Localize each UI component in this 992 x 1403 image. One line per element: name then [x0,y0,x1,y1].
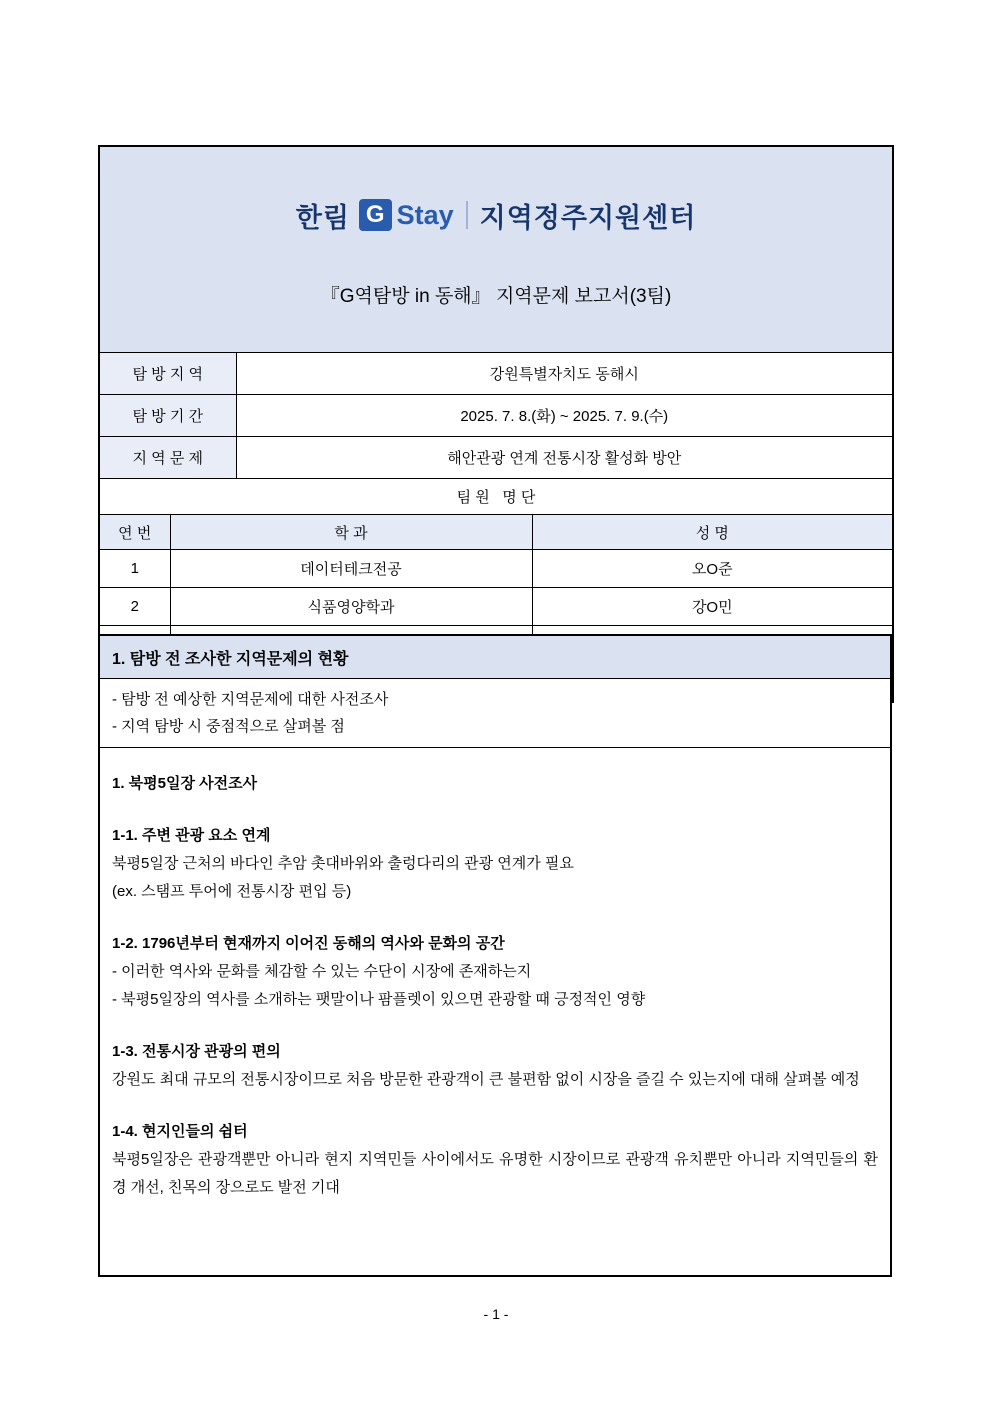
document-header-row [99,146,893,353]
team-member-dept: 데이터테크전공 [170,550,532,588]
page-number: - 1 - [483,1306,509,1322]
section-bullet: - 지역 탐방 시 중점적으로 살펴볼 점 [112,718,345,735]
subsection-1-2 [112,930,878,1014]
logo-stay-text: Stay [396,199,454,230]
content-heading: 1. 북평5일장 사전조사 [112,775,258,792]
info-label-problem: 지 역 문 제 [99,437,236,479]
team-title-row [99,479,893,515]
subsection-line: 북평5일장 근처의 바다인 추암 촛대바위와 출렁다리의 관광 연계가 필요 [112,855,574,872]
team-member-no: 1 [99,550,170,588]
info-row-period [99,395,893,437]
team-member-name: 강O민 [532,588,893,626]
org-logo [100,195,892,235]
section-bullet: - 탐방 전 예상한 지역문제에 대한 사전조사 [112,691,389,708]
logo-center-name-text: 지역정주지원센터 [479,202,697,233]
subsection-paragraph: 강원도 최대 규모의 전통시장이므로 처음 방문한 관광객이 큰 불편함 없이 시장을 즐길 수 있는지에 대해 살펴볼 예정 [112,1071,860,1088]
subsection-title: 1-1. 주변 관광 요소 연계 [112,827,271,844]
subsection-title: 1-4. 현지인들의 쉼터 [112,1123,248,1140]
team-member-name: 오O준 [532,550,893,588]
info-label-region: 탐 방 지 역 [99,353,236,395]
section-title: 1. 탐방 전 조사한 지역문제의 현황 [100,636,890,679]
logo-g-badge-icon: G [359,199,392,231]
info-value-problem: 해안관광 연계 전통시장 활성화 방안 [236,437,893,479]
info-value-region: 강원특별자치도 동해시 [236,353,893,395]
document-header-cell [99,146,893,353]
team-member-dept: 식품영양학과 [170,588,532,626]
team-row [99,550,893,588]
info-row-problem [99,437,893,479]
section-content [100,748,890,1202]
subsection-1-1 [112,822,878,906]
subsection-paragraph: 북평5일장은 관광객뿐만 아니라 현지 지역민들 사이에서도 유명한 시장이므로 관광객 유치뿐만 아니라 지역민들의 환경 개선, 친목의 장으로도 발전 기대 [112,1151,878,1196]
report-info-table [98,145,894,703]
subsection-1-3 [112,1038,878,1094]
team-header-name: 성 명 [532,515,893,550]
team-row [99,588,893,626]
subsection-line: (ex. 스탬프 투어에 전통시장 편입 등) [112,883,352,900]
team-member-no: 2 [99,588,170,626]
subsection-1-4 [112,1118,878,1202]
info-label-period: 탐 방 기 간 [99,395,236,437]
info-value-period: 2025. 7. 8.(화) ~ 2025. 7. 9.(수) [236,395,893,437]
document-title: 『G역탐방 in 동해』 지역문제 보고서(3팀) [320,286,672,307]
subsection-line: - 이러한 역사와 문화를 체감할 수 있는 수단이 시장에 존재하는지 [112,963,532,980]
subsection-title: 1-2. 1796년부터 현재까지 이어진 동해의 역사와 문화의 공간 [112,935,505,952]
team-header-dept: 학 과 [170,515,532,550]
logo-hanlim-text: 한림 [295,202,350,233]
team-header-no: 연 번 [99,515,170,550]
survey-section-box [98,634,892,1277]
team-header-row [99,515,893,550]
subsection-line: - 북평5일장의 역사를 소개하는 팻말이나 팜플렛이 있으면 관광할 때 긍정적인 영향 [112,991,646,1008]
subsection-title: 1-3. 전통시장 관광의 편의 [112,1043,281,1060]
team-roster-title: 팀 원 명 단 [99,479,893,515]
logo-separator-divider [466,201,468,229]
info-row-region [99,353,893,395]
section-bullet-list [100,679,890,748]
